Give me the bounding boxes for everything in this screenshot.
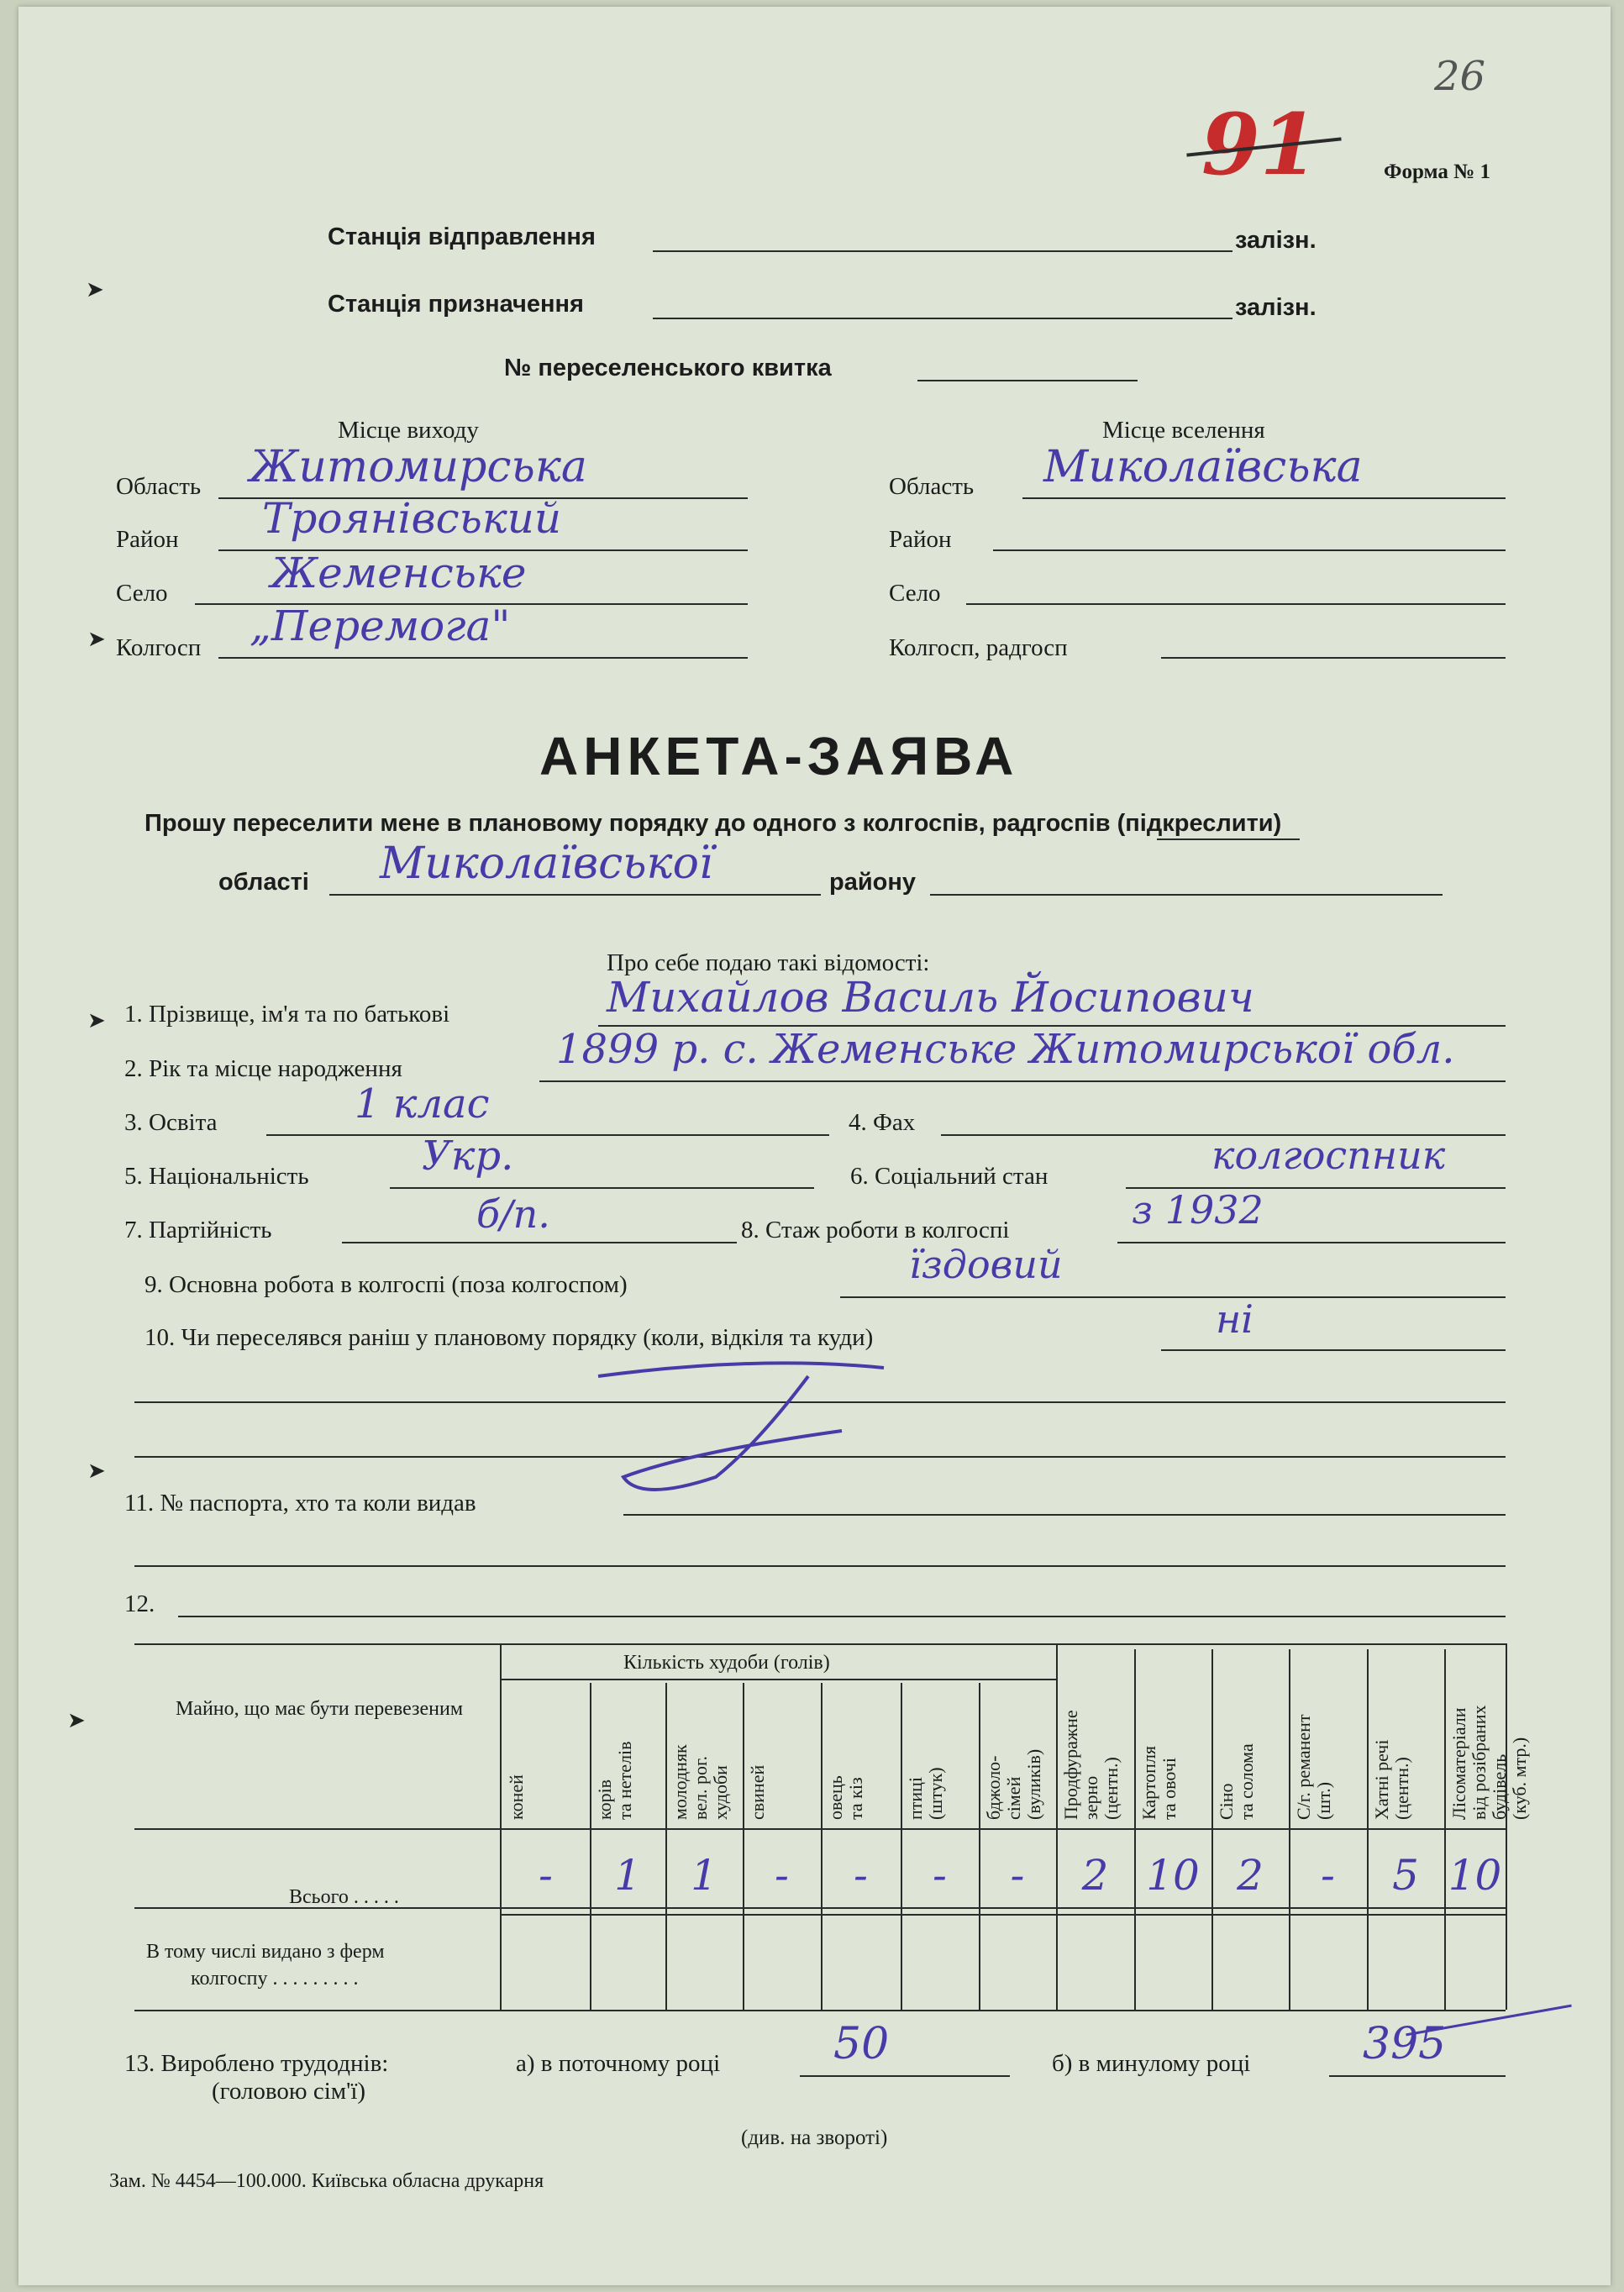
table-total-value: - bbox=[933, 1851, 947, 1900]
station-send-label: Станція відправлення bbox=[328, 223, 596, 250]
item13-a-value: 50 bbox=[833, 2019, 890, 2069]
table-header-bottom bbox=[134, 1828, 1506, 1830]
table-total-value: 5 bbox=[1392, 1851, 1419, 1900]
table-column-divider bbox=[901, 1683, 902, 2010]
q7-value: б/п. bbox=[476, 1191, 550, 1237]
origin-kolhosp-value: „Перемога" bbox=[250, 602, 511, 650]
q3-value: 1 клас bbox=[355, 1080, 490, 1128]
q1-value: Михайлов Василь Йосипович bbox=[607, 973, 1254, 1022]
item13-label: 13. Вироблено трудоднів: bbox=[124, 2050, 389, 2077]
table-column-header: Лісоматеріали від розібраних будівель (куб. мтр.) bbox=[1448, 1705, 1530, 1820]
item13-b-label: б) в минулому році bbox=[1052, 2050, 1251, 2077]
table-column-header: Продфуражне зерно (центн.) bbox=[1060, 1710, 1122, 1820]
table-column-header: птиці (штук) bbox=[905, 1767, 946, 1820]
dest-selo-label: Село bbox=[889, 580, 941, 607]
item13-b-line bbox=[1329, 2075, 1506, 2077]
dest-raion-line bbox=[993, 549, 1506, 551]
table-livestock-header: Кількість худоби (голів) bbox=[623, 1652, 830, 1674]
table-total-value: 10 bbox=[1448, 1851, 1502, 1900]
q6-value: колгоспник bbox=[1211, 1133, 1446, 1178]
binder-mark: ➤ bbox=[87, 1008, 106, 1033]
binder-mark: ➤ bbox=[87, 1459, 106, 1484]
dest-oblast-label: Область bbox=[889, 473, 975, 500]
table-total-value: - bbox=[854, 1851, 868, 1900]
q1-label: 1. Прізвище, ім'я та по батькові bbox=[124, 1001, 450, 1028]
q11-label: 11. № паспорта, хто та коли видав bbox=[124, 1490, 476, 1517]
table-column-header: корів та нетелів bbox=[594, 1741, 635, 1820]
table-total-value: 2 bbox=[1237, 1851, 1264, 1900]
table-column-divider bbox=[821, 1683, 823, 2010]
form-number: Форма № 1 bbox=[1384, 160, 1490, 183]
oblasti-label: області bbox=[218, 869, 309, 896]
station-send-suffix: залізн. bbox=[1235, 227, 1317, 254]
q8-line bbox=[1117, 1242, 1506, 1243]
q10-line bbox=[1161, 1349, 1506, 1351]
q5-label: 5. Національність bbox=[124, 1163, 309, 1190]
dash-flourish bbox=[590, 1351, 943, 1502]
raionu-line bbox=[930, 894, 1443, 896]
binder-mark: ➤ bbox=[67, 1708, 86, 1733]
table-column-header: овець та кіз bbox=[825, 1775, 866, 1820]
origin-kolhosp-label: Колгосп bbox=[116, 634, 202, 661]
table-total-bottom-2 bbox=[500, 1914, 1506, 1916]
item13-b-value: 395 bbox=[1363, 2019, 1447, 2069]
q3-label: 3. Освіта bbox=[124, 1109, 218, 1136]
origin-oblast-value: Житомирська bbox=[250, 442, 587, 492]
origin-kolhosp-line bbox=[218, 657, 748, 659]
q5-value: Укр. bbox=[422, 1133, 514, 1180]
form-sheet bbox=[18, 7, 1611, 2285]
q9-label: 9. Основна робота в колгоспі (поза колгоспом) bbox=[145, 1271, 628, 1298]
about-heading: Про себе подаю такі відомості: bbox=[607, 949, 930, 976]
table-right-border bbox=[1506, 1643, 1507, 2010]
table-bottom-border bbox=[134, 2010, 1506, 2011]
table-incl-label-1: В тому числі видано з ферм bbox=[146, 1941, 385, 1963]
table-total-bottom bbox=[134, 1907, 1506, 1909]
table-total-value: 2 bbox=[1081, 1851, 1109, 1900]
raionu-label: району bbox=[829, 869, 917, 896]
origin-selo-label: Село bbox=[116, 580, 168, 607]
q8-label: 8. Стаж роботи в колгоспі bbox=[741, 1217, 1010, 1243]
q12-label: 12. bbox=[124, 1590, 155, 1617]
table-total-value: 1 bbox=[691, 1851, 717, 1900]
table-column-header: коней bbox=[506, 1774, 527, 1820]
table-total-value: - bbox=[1321, 1851, 1335, 1900]
q2-line bbox=[539, 1080, 1506, 1082]
q4-label: 4. Фах bbox=[849, 1109, 916, 1136]
table-column-divider bbox=[665, 1683, 667, 2010]
q9-value: їздовий bbox=[909, 1242, 1063, 1287]
q11-extra-line bbox=[134, 1565, 1506, 1567]
dest-heading: Місце вселення bbox=[1102, 417, 1265, 444]
printer-info: Зам. № 4454—100.000. Київська обласна друкарня bbox=[109, 2170, 544, 2192]
q11-line bbox=[623, 1514, 1506, 1516]
dest-oblast-value: Миколаївська bbox=[1043, 442, 1363, 492]
see-back-note: (див. на звороті) bbox=[741, 2126, 888, 2149]
q10-label: 10. Чи переселявся раніш у плановому порядку (коли, відкіля та куди) bbox=[145, 1324, 874, 1351]
q2-label: 2. Рік та місце народження bbox=[124, 1055, 402, 1082]
table-column-header: молодняк вел. рог. худоби bbox=[670, 1744, 731, 1820]
origin-heading: Місце виходу bbox=[338, 417, 479, 444]
dest-selo-line bbox=[966, 603, 1506, 605]
q9-line bbox=[840, 1296, 1506, 1298]
table-column-header: свиней bbox=[747, 1764, 768, 1820]
station-dest-line bbox=[653, 318, 1232, 319]
origin-selo-value: Жеменське bbox=[271, 549, 527, 597]
origin-raion-label: Район bbox=[116, 526, 179, 553]
q6-label: 6. Соціальний стан bbox=[850, 1163, 1049, 1190]
item13-a-line bbox=[800, 2075, 1010, 2077]
table-column-header: С/г. реманент (шт.) bbox=[1293, 1714, 1334, 1820]
table-column-divider bbox=[743, 1683, 744, 2010]
station-send-line bbox=[653, 250, 1232, 252]
dest-oblast-line bbox=[1022, 497, 1506, 499]
table-column-divider bbox=[979, 1683, 980, 2010]
ticket-number-line bbox=[917, 380, 1138, 381]
q7-line bbox=[342, 1242, 737, 1243]
q10-value: ні bbox=[1216, 1296, 1254, 1342]
table-column-header: Хатні речі (центн.) bbox=[1371, 1739, 1412, 1820]
table-column-divider bbox=[590, 1683, 591, 2010]
table-column-header: бджоло- сімей (вуликів) bbox=[983, 1748, 1044, 1820]
table-total-value: - bbox=[1010, 1851, 1025, 1900]
q12-line bbox=[178, 1616, 1506, 1617]
q3-line bbox=[266, 1134, 829, 1136]
q8-value: з 1932 bbox=[1132, 1187, 1264, 1233]
item13-sub: (головою сім'ї) bbox=[212, 2078, 366, 2105]
archive-page-number: 26 bbox=[1434, 53, 1486, 100]
table-column-divider bbox=[1056, 1643, 1058, 2010]
station-dest-suffix: залізн. bbox=[1235, 294, 1317, 321]
dest-raion-label: Район bbox=[889, 526, 952, 553]
binder-mark: ➤ bbox=[86, 277, 104, 302]
table-column-header: Картопля та овочі bbox=[1138, 1745, 1180, 1820]
q5-line bbox=[390, 1187, 814, 1189]
table-total-value: - bbox=[539, 1851, 553, 1900]
table-column-header: Сіно та солома bbox=[1216, 1743, 1257, 1820]
table-property-header: Майно, що має бути перевезеним bbox=[175, 1698, 464, 1720]
table-total-value: 1 bbox=[614, 1851, 641, 1900]
radhosp-underline bbox=[1157, 838, 1300, 840]
table-total-label: Всього . . . . . bbox=[289, 1886, 399, 1908]
origin-raion-value: Троянівський bbox=[262, 494, 562, 543]
q2-value: 1899 р. с. Жеменське Житомирської обл. bbox=[556, 1026, 1455, 1073]
origin-oblast-label: Область bbox=[116, 473, 202, 500]
oblasti-value: Миколаївської bbox=[380, 838, 713, 889]
table-total-value: - bbox=[775, 1851, 789, 1900]
form-title: АНКЕТА-ЗАЯВА bbox=[539, 726, 1019, 786]
request-line: Прошу переселити мене в плановому порядку до одного з колгоспів, радгоспів (підкреслити) bbox=[145, 810, 1282, 837]
dest-kolhosp-line bbox=[1161, 657, 1506, 659]
table-property-divider bbox=[500, 1643, 502, 2011]
red-archive-mark: 91 bbox=[1201, 95, 1319, 194]
table-incl-label-2: колгоспу . . . . . . . . . bbox=[191, 1968, 359, 1990]
table-livestock-underline bbox=[502, 1679, 1056, 1680]
table-top-border bbox=[134, 1643, 1506, 1645]
ticket-number-label: № переселенського квитка bbox=[504, 355, 832, 381]
binder-mark: ➤ bbox=[87, 627, 106, 652]
table-total-value: 10 bbox=[1146, 1851, 1200, 1900]
oblasti-line bbox=[329, 894, 821, 896]
q7-label: 7. Партійність bbox=[124, 1217, 272, 1243]
item13-a-label: а) в поточному році bbox=[516, 2050, 721, 2077]
station-dest-label: Станція призначення bbox=[328, 291, 584, 318]
dest-kolhosp-label: Колгосп, радгосп bbox=[889, 634, 1068, 661]
